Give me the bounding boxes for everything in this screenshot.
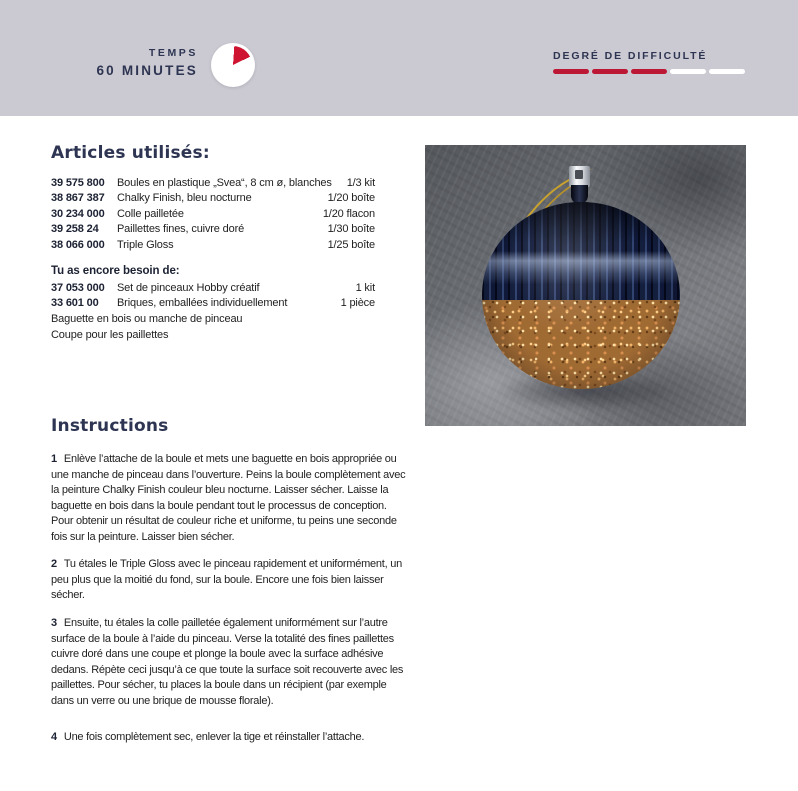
article-row	[51, 222, 375, 237]
article-quantity: 1 pièce	[340, 297, 375, 310]
difficulty-bar	[553, 69, 589, 74]
article-row	[51, 191, 375, 206]
step-text: Ensuite, tu étales la colle pailletée également uniformément sur l’autre surface de la boule à l’aide du pinceau. Verse la totalité des fines paillettes cuivre doré dans une coupe et plonge la boule avec la surface adhésive dedans. Répète ceci jusqu’à ce que toute la surface soit recouverte avec les paillettes. Pour sécher, tu places la boule dans un récipient (par exemple dans un verre ou une brique de mousse florale).	[51, 617, 404, 707]
instruction-step	[51, 557, 411, 604]
clock-wedge	[214, 46, 252, 84]
difficulty-label: DEGRÉ DE DIFFICULTÉ	[553, 50, 708, 62]
ornament-photo	[425, 145, 746, 426]
step-number: 3	[51, 617, 57, 629]
step-number: 2	[51, 558, 57, 570]
difficulty-bars	[553, 69, 747, 74]
also-needed-table	[51, 281, 375, 312]
difficulty-bar	[631, 69, 667, 74]
ornament-cap	[569, 166, 590, 187]
articles-heading: Articles utilisés:	[51, 143, 210, 163]
also-needed-heading: Tu as encore besoin de:	[51, 265, 180, 277]
article-quantity: 1/25 boîte	[327, 238, 375, 251]
article-row	[51, 296, 375, 311]
extra-tool-line: Baguette en bois ou manche de pinceau	[51, 313, 243, 325]
extra-tool-line: Coupe pour les paillettes	[51, 328, 169, 341]
time-value: 60 MINUTES	[96, 63, 198, 78]
article-number: 30 234 000	[51, 207, 105, 220]
step-text: Enlève l’attache de la boule et mets une baguette en bois appropriée ou une manche de pinceau dans l’ouverture. Peins la boule complètement avec la peinture Chalky Finish couleur bleu nocturne. Laisser sécher. Laisse la baguette en bois dans la boule pendant tout le processus de conception. Pour obtenir un résultat de couleur riche et uniforme, tu peins une seconde fois sur la peinture. Laisser bien sécher.	[51, 453, 406, 543]
instruction-step	[51, 452, 411, 545]
article-number: 38 066 000	[51, 238, 105, 251]
article-description: Chalky Finish, bleu nocturne	[117, 192, 252, 205]
article-number: 39 575 800	[51, 177, 105, 189]
article-quantity: 1 kit	[355, 282, 375, 294]
article-number: 33 601 00	[51, 297, 99, 310]
article-description: Colle pailletée	[117, 207, 184, 220]
article-description: Boules en plastique „Svea“, 8 cm ø, blanches	[117, 177, 332, 189]
article-row	[51, 207, 375, 222]
instructions-heading: Instructions	[51, 416, 169, 436]
step-number: 1	[51, 453, 57, 465]
article-row	[51, 176, 375, 191]
article-quantity: 1/20 boîte	[327, 192, 375, 205]
difficulty-bar	[592, 69, 628, 74]
article-description: Triple Gloss	[117, 238, 174, 251]
article-quantity: 1/3 kit	[346, 177, 375, 189]
article-number: 37 053 000	[51, 282, 105, 294]
step-text: Tu étales le Triple Gloss avec le pinceau rapidement et uniformément, un peu plus que la moitié du fond, sur la boule. Encore une fois bien laisser sécher.	[51, 558, 402, 601]
article-description: Briques, emballées individuellement	[117, 297, 288, 310]
time-label: TEMPS	[148, 47, 198, 59]
article-number: 39 258 24	[51, 223, 99, 236]
extra-tools-list	[51, 312, 242, 344]
time-block	[40, 47, 198, 78]
ornament-ball	[482, 202, 680, 389]
article-description: Paillettes fines, cuivre doré	[117, 223, 245, 236]
article-quantity: 1/20 flacon	[322, 207, 375, 220]
difficulty-bar	[709, 69, 745, 74]
cap-hole	[575, 170, 583, 179]
articles-table	[51, 176, 375, 253]
step-number: 4	[51, 731, 57, 743]
article-row	[51, 238, 375, 253]
ball-shading	[482, 202, 680, 389]
header-band	[0, 0, 798, 116]
instruction-step	[51, 730, 411, 746]
difficulty-block	[553, 50, 747, 74]
step-text: Une fois complètement sec, enlever la tige et réinstaller l’attache.	[63, 731, 365, 743]
clock-pie-icon	[211, 43, 255, 87]
article-number: 38 867 387	[51, 192, 105, 205]
article-row	[51, 281, 375, 296]
instruction-step	[51, 616, 411, 709]
difficulty-bar	[670, 69, 706, 74]
article-quantity: 1/30 boîte	[327, 223, 375, 236]
article-description: Set de pinceaux Hobby créatif	[117, 282, 260, 294]
